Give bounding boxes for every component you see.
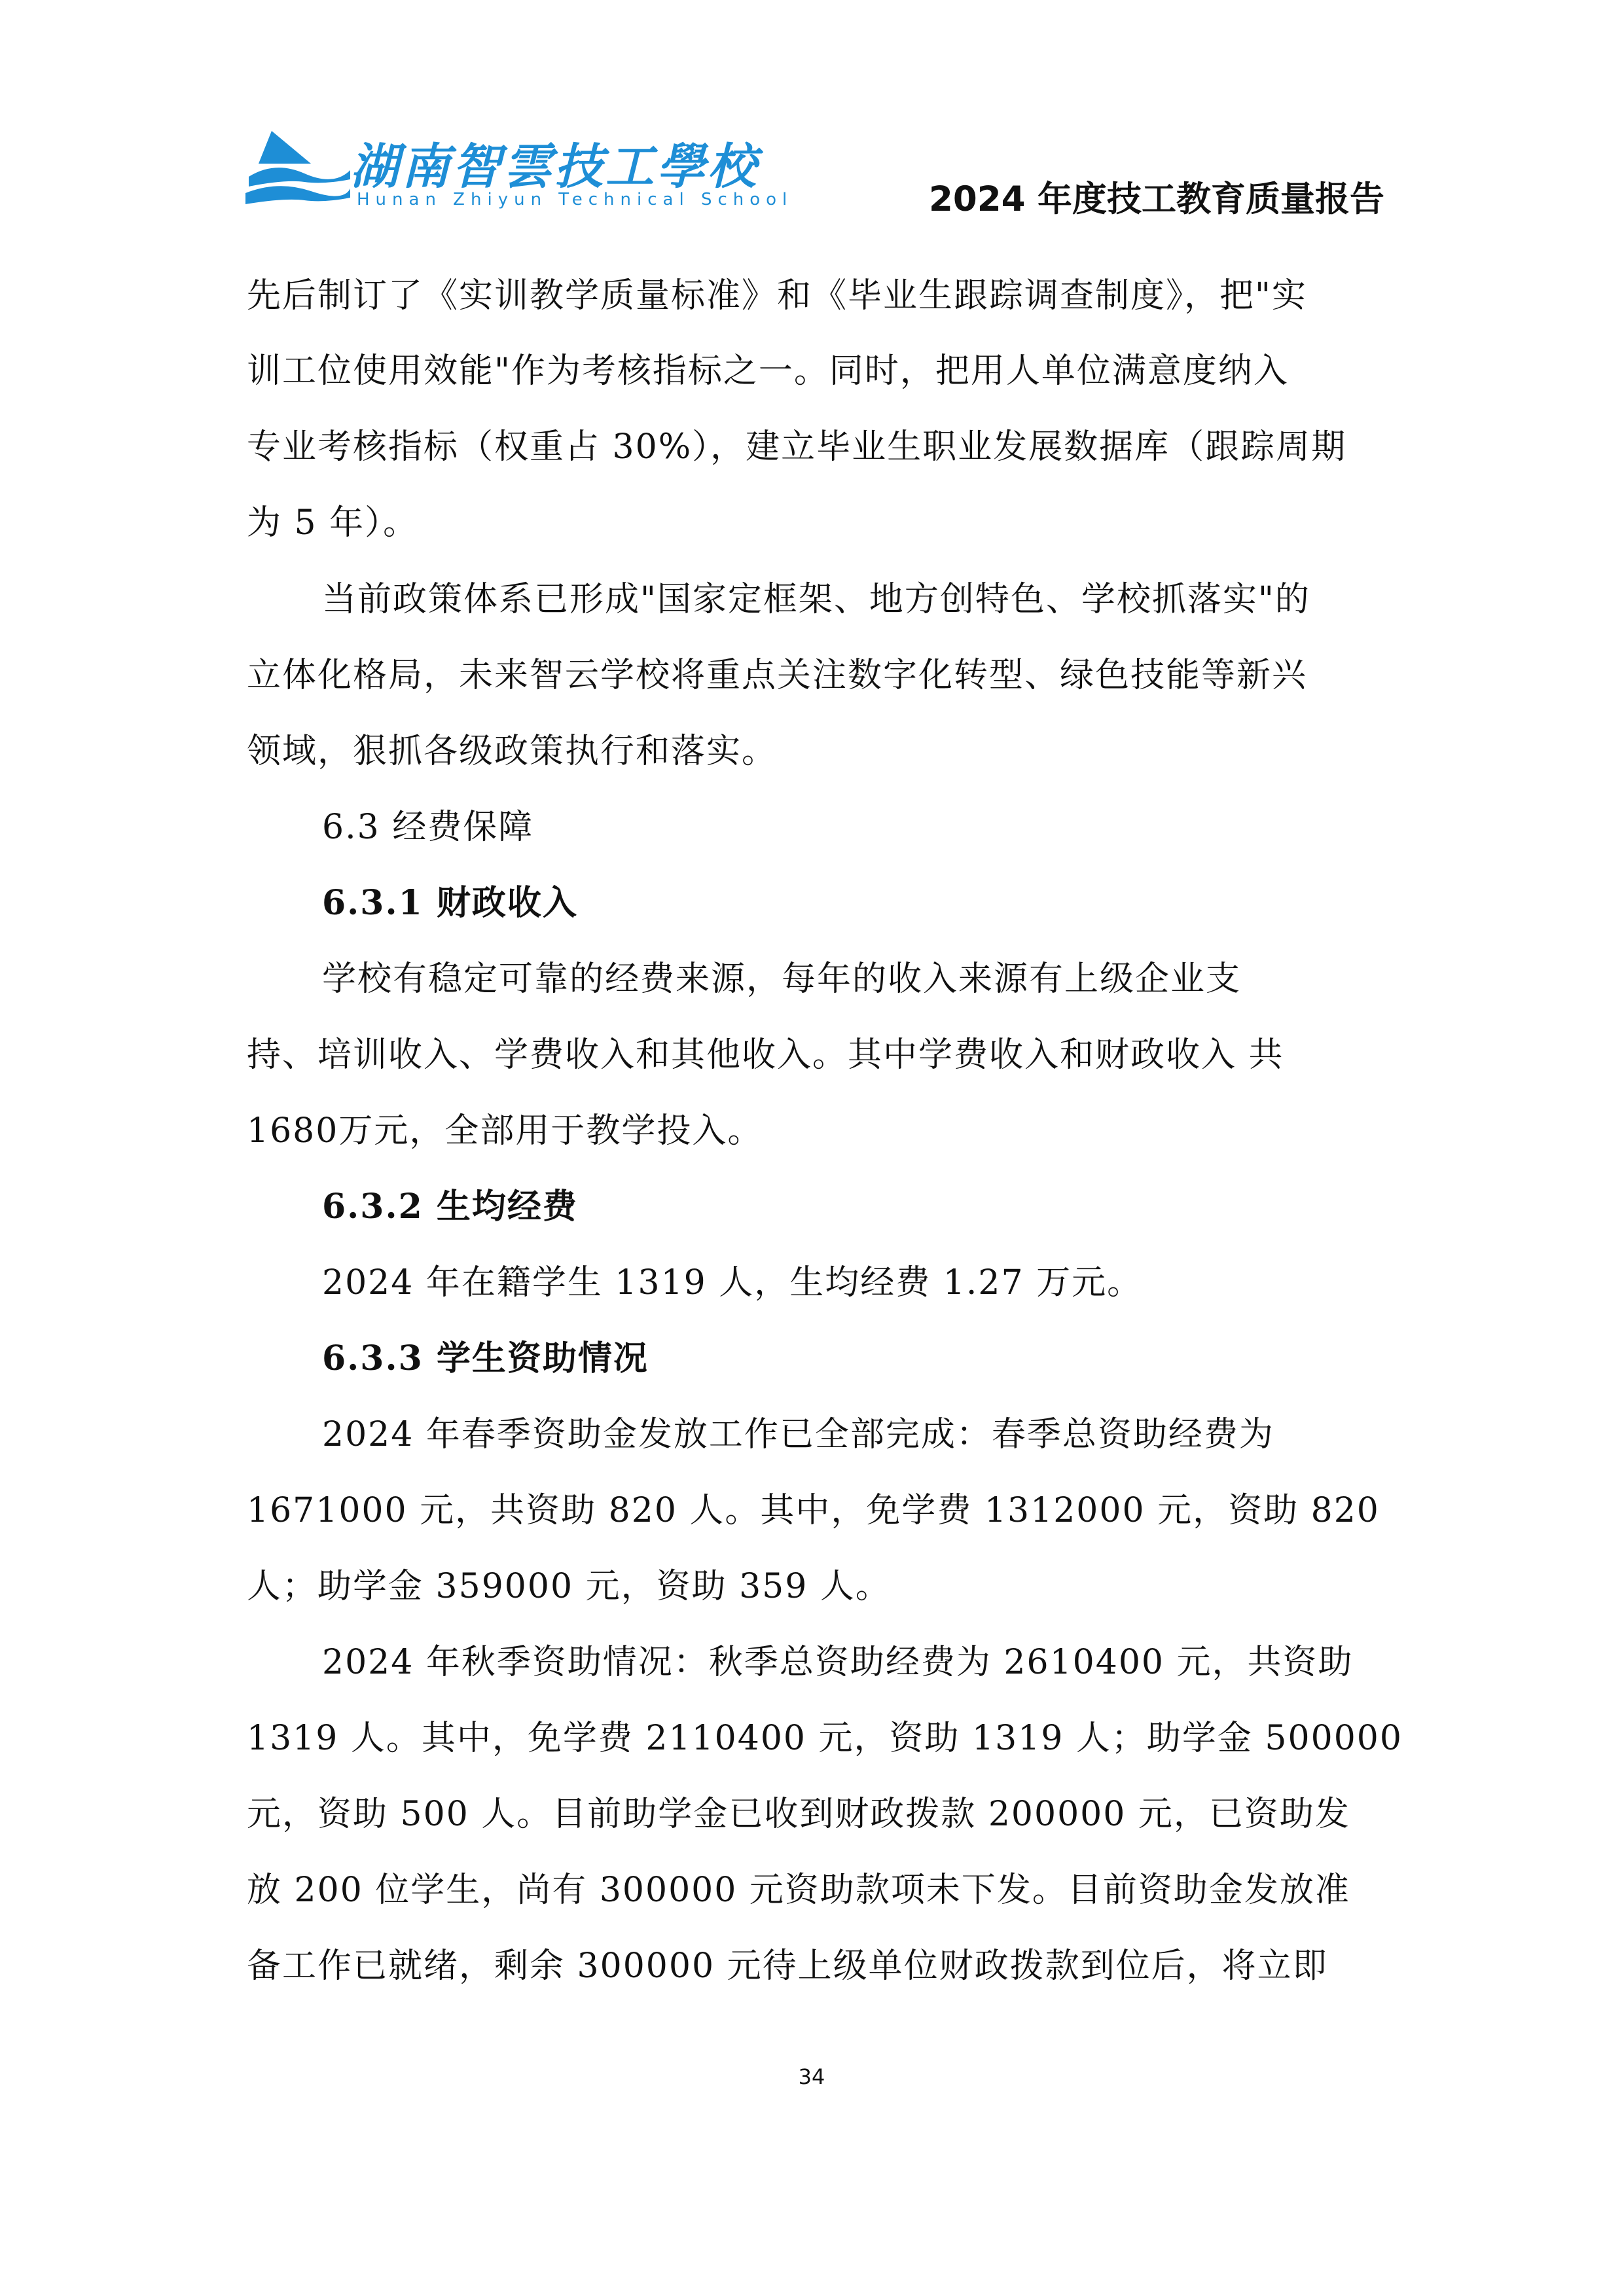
text-line: 学校有稳定可靠的经费来源，每年的收入来源有上级企业支: [322, 960, 1242, 999]
text-line: 1671000 元，共资助 820 人。其中，免学费 1312000 元，资助 820: [247, 1491, 1380, 1530]
text-line: 放 200 位学生，尚有 300000 元资助款项未下发。目前资助金发放准: [247, 1871, 1350, 1910]
text-line: 2024 年在籍学生 1319 人，生均经费 1.27 万元。: [322, 1263, 1143, 1302]
school-name-cn: 湖南智雲技工學校: [350, 139, 759, 195]
school-name-en: Hunan Zhiyun Technical School: [357, 190, 793, 209]
subsection-heading: 6.3.1 财政收入: [322, 883, 578, 923]
subsection-heading: 6.3.2 生均经费: [322, 1187, 578, 1227]
text-line: 备工作已就绪，剩余 300000 元待上级单位财政拨款到位后，将立即: [247, 1946, 1328, 1986]
text-line: 2024 年春季资助金发放工作已全部完成：春季总资助经费为: [322, 1415, 1274, 1454]
text-line: 先后制订了《实训教学质量标准》和《毕业生跟踪调查制度》，把"实: [247, 276, 1307, 315]
text-line: 为 5 年）。: [247, 503, 419, 543]
text-line: 专业考核指标（权重占 30%），建立毕业生职业发展数据库（跟踪周期: [247, 427, 1347, 467]
text-line: 2024 年秋季资助情况：秋季总资助经费为 2610400 元，共资助: [322, 1643, 1354, 1682]
subsection-heading: 6.3.3 学生资助情况: [322, 1338, 649, 1378]
text-line: 立体化格局，未来智云学校将重点关注数字化转型、绿色技能等新兴: [247, 656, 1308, 695]
text-line: 领域，狠抓各级政策执行和落实。: [247, 732, 778, 771]
page-number: 34: [798, 2064, 825, 2089]
text-line: 元，资助 500 人。目前助学金已收到财政拨款 200000 元，已资助发: [247, 1795, 1350, 1834]
text-line: 1680万元，全部用于教学投入。: [247, 1111, 763, 1151]
text-line: 1319 人。其中，免学费 2110400 元，资助 1319 人；助学金 500000: [247, 1719, 1403, 1758]
school-logo: [245, 124, 793, 223]
text-line: 训工位使用效能"作为考核指标之一。同时，把用人单位满意度纳入: [247, 351, 1289, 391]
report-title: 2024 年度技工教育质量报告: [929, 179, 1384, 219]
waves-sail-logo-icon: [245, 124, 350, 209]
text-line: 当前政策体系已形成"国家定框架、地方创特色、学校抓落实"的: [322, 580, 1310, 619]
section-heading: 6.3 经费保障: [322, 808, 534, 847]
text-line: 持、培训收入、学费收入和其他收入。其中学费收入和财政收入 共: [247, 1035, 1284, 1075]
text-line: 人；助学金 359000 元，资助 359 人。: [247, 1567, 891, 1606]
